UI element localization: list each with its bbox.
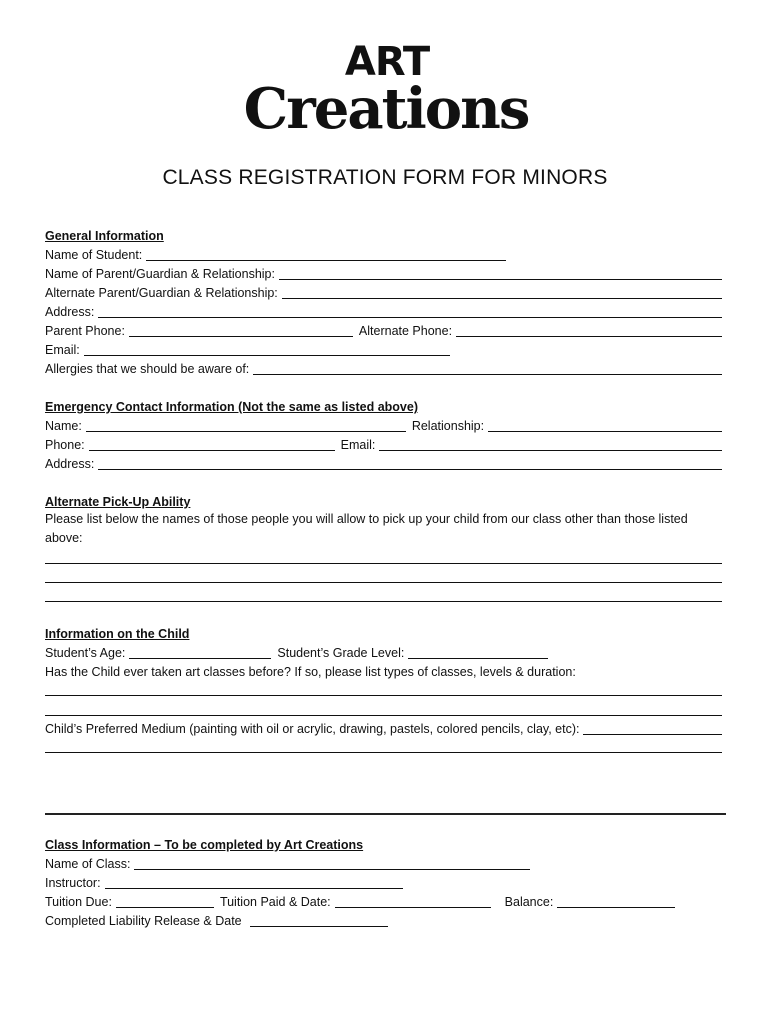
emergency-name-field[interactable] [86, 417, 406, 432]
allergies-field[interactable] [253, 360, 722, 375]
emergency-phone-row [45, 434, 722, 453]
emergency-relationship-label: Relationship: [411, 419, 485, 433]
email-label: Email: [45, 343, 80, 357]
tuition-paid-field[interactable] [335, 893, 491, 908]
grade-field[interactable] [408, 644, 548, 659]
instructor-label: Instructor: [45, 876, 101, 890]
emergency-name-label: Name: [45, 419, 82, 433]
child-heading-row [45, 623, 722, 642]
prior-classes-label: Has the Child ever taken art classes before? If so, please list types of classes, levels & duration: [45, 665, 576, 679]
emergency-heading-row [45, 396, 722, 415]
general-heading-row [45, 225, 722, 244]
allergies-row [45, 358, 722, 377]
alt-parent-field[interactable] [282, 284, 722, 299]
art-creations-logo [0, 40, 770, 150]
phone-row [45, 320, 722, 339]
instructor-row [45, 872, 722, 891]
tuition-paid-label: Tuition Paid & Date: [219, 895, 331, 909]
child-heading: Information on the Child [45, 627, 190, 641]
student-name-field[interactable] [146, 246, 506, 261]
emergency-address-row [45, 453, 722, 472]
liability-row [45, 910, 722, 929]
age-label: Student’s Age: [45, 646, 126, 660]
emergency-relationship-field[interactable] [488, 417, 722, 432]
prior-classes-line-1[interactable] [45, 695, 722, 696]
pickup-heading: Alternate Pick-Up Ability [45, 495, 191, 509]
office-heading: Class Information – To be completed by Art Creations [45, 838, 364, 852]
balance-label: Balance: [504, 895, 554, 909]
balance-field[interactable] [557, 893, 675, 908]
student-name-label: Name of Student: [45, 248, 143, 262]
emergency-email-field[interactable] [379, 436, 722, 451]
emergency-address-field[interactable] [98, 455, 722, 470]
alt-parent-row [45, 282, 722, 301]
address-row [45, 301, 722, 320]
pickup-heading-row [45, 491, 722, 510]
prior-classes-row [45, 661, 722, 680]
liability-field[interactable] [250, 912, 388, 927]
emergency-name-row [45, 415, 722, 434]
logo-line-creations: Creations [243, 76, 529, 142]
pickup-line-1[interactable] [45, 563, 722, 564]
instructor-field[interactable] [105, 874, 403, 889]
tuition-due-label: Tuition Due: [45, 895, 112, 909]
pickup-line-3[interactable] [45, 601, 722, 602]
age-field[interactable] [129, 644, 271, 659]
medium-label: Child’s Preferred Medium (painting with oil or acrylic, drawing, pastels, colored pencils, clay, etc): [45, 722, 580, 736]
parent-name-label: Name of Parent/Guardian & Relationship: [45, 267, 275, 281]
alt-phone-label: Alternate Phone: [358, 324, 453, 338]
office-heading-row [45, 834, 722, 853]
emergency-phone-label: Phone: [45, 438, 85, 452]
parent-name-field[interactable] [279, 265, 722, 280]
pickup-line-2[interactable] [45, 582, 722, 583]
age-grade-row [45, 642, 722, 661]
medium-field[interactable] [583, 720, 722, 735]
alt-parent-label: Alternate Parent/Guardian & Relationship: [45, 286, 278, 300]
logo-line-art: ART [344, 39, 430, 85]
tuition-due-field[interactable] [116, 893, 214, 908]
liability-label: Completed Liability Release & Date [45, 914, 242, 928]
emergency-email-label: Email: [340, 438, 376, 452]
parent-phone-field[interactable] [129, 322, 353, 337]
student-name-row [45, 244, 722, 263]
allergies-label: Allergies that we should be aware of: [45, 362, 250, 376]
class-name-field[interactable] [134, 855, 530, 870]
alt-phone-field[interactable] [456, 322, 722, 337]
form-title: CLASS REGISTRATION FORM FOR MINORS [162, 166, 608, 189]
parent-phone-label: Parent Phone: [45, 324, 125, 338]
pickup-instructions: Please list below the names of those people you will allow to pick up your child from our class other than those listed above: [45, 512, 688, 545]
section-divider [45, 813, 726, 815]
class-name-row [45, 853, 722, 872]
emergency-address-label: Address: [45, 457, 95, 471]
prior-classes-line-2[interactable] [45, 715, 722, 716]
address-field[interactable] [98, 303, 722, 318]
emergency-heading: Emergency Contact Information (Not the same as listed above) [45, 400, 418, 414]
address-label: Address: [45, 305, 95, 319]
general-info-heading: General Information [45, 229, 164, 243]
grade-label: Student’s Grade Level: [277, 646, 405, 660]
emergency-phone-field[interactable] [89, 436, 335, 451]
tuition-row [45, 891, 722, 910]
medium-line-2[interactable] [45, 752, 722, 753]
class-name-label: Name of Class: [45, 857, 131, 871]
email-row [45, 339, 722, 358]
parent-name-row [45, 263, 722, 282]
email-field[interactable] [84, 341, 450, 356]
medium-row [45, 718, 722, 737]
